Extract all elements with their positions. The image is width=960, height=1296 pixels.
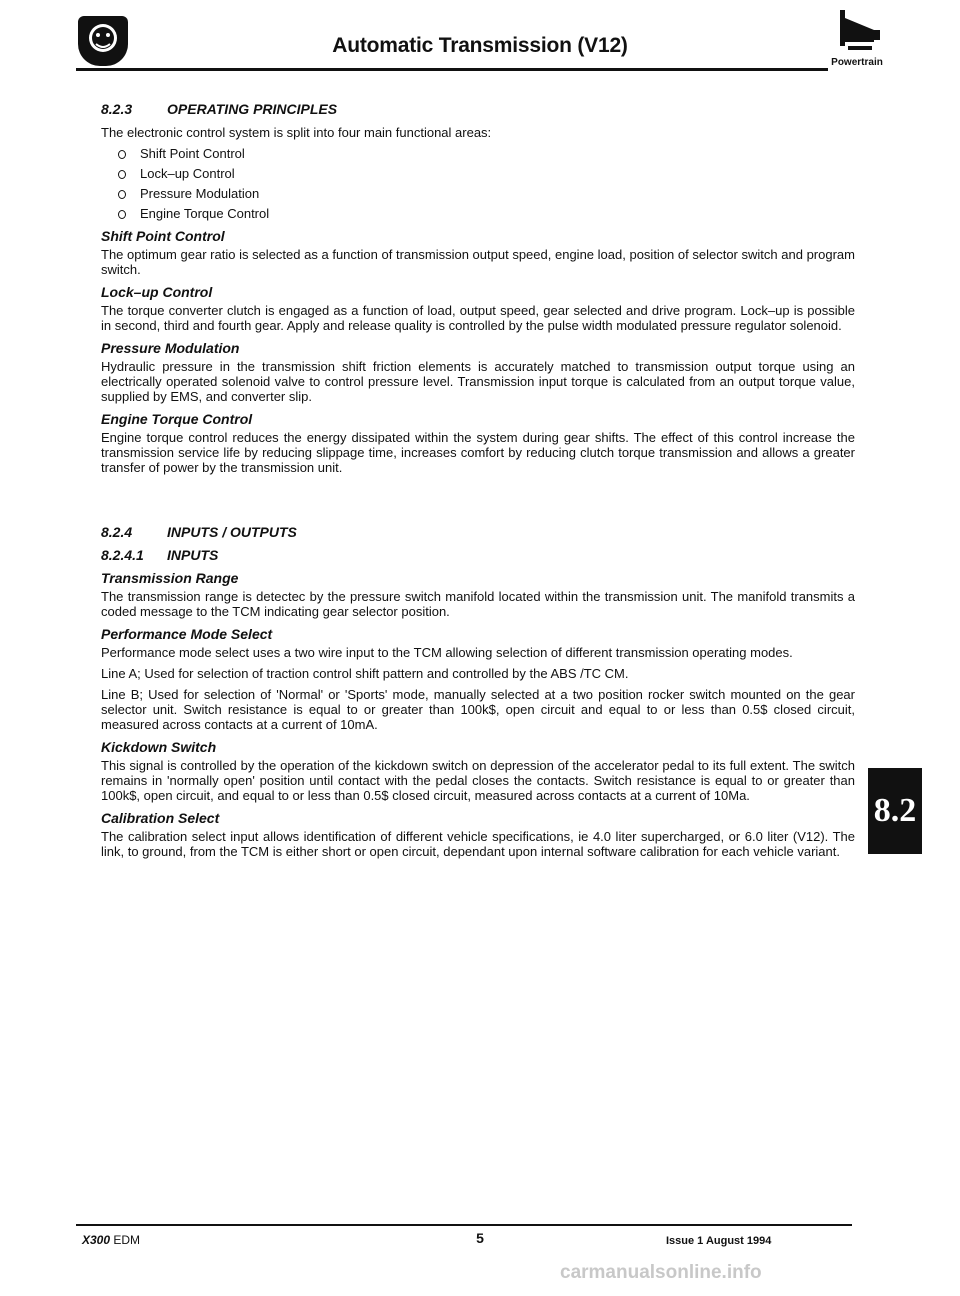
subsection-heading: Engine Torque Control [101, 411, 253, 427]
page-number: 5 [476, 1230, 484, 1246]
paragraph: This signal is controlled by the operation of the kickdown switch on depression of the accelerator pedal to its full extent. The switch remains in 'normally open' position until contact with the pedal closes the contacts. Switch resistance is equal to or greater than 100k$, open circuit, and equal to or less than 0.5$ closed circuit, measured across contacts at a current of 10Ma. [101, 758, 855, 803]
functional-areas-list [118, 146, 855, 221]
list-item: Pressure Modulation [118, 186, 855, 201]
watermark: carmanualsonline.info [560, 1262, 762, 1283]
bullet-icon [118, 170, 126, 179]
bullet-icon [118, 190, 126, 199]
subsection-heading: Pressure Modulation [101, 340, 240, 356]
list-item: Lock–up Control [118, 166, 855, 181]
section-title: OPERATING PRINCIPLES [167, 101, 338, 117]
list-item: Engine Torque Control [118, 206, 855, 221]
section-spacer [101, 481, 855, 525]
powertrain-icon [838, 8, 882, 54]
section-number: 8.2.3 [101, 101, 133, 117]
paragraph: Hydraulic pressure in the transmission shift friction elements is accurately matched to transmission output torque using an electrically operated solenoid valve to control pressure level. Transmission input torque is calculated from an output torque value, supplied by EMS, and converter slip. [101, 359, 855, 404]
subsection-heading: Shift Point Control [101, 228, 225, 244]
category-label: Powertrain [831, 57, 883, 68]
subsection-heading: Kickdown Switch [101, 739, 217, 755]
subsection-heading: Lock–up Control [101, 284, 213, 300]
section-heading [101, 525, 855, 540]
intro-text: The electronic control system is split into four main functional areas: [101, 125, 492, 140]
subsection-heading: Calibration Select [101, 810, 220, 826]
subsection-heading: Transmission Range [101, 570, 239, 586]
footer-issue: Issue 1 August 1994 [666, 1235, 772, 1247]
header-rule [76, 68, 828, 71]
paragraph: The torque converter clutch is engaged as a function of load, output speed, gear selected and drive program. Lock–up is possible in second, third and fourth gear. Apply and release quality is controlled by the pulse width modulated pressure regulator solenoid. [101, 303, 855, 333]
paragraph: Line A; Used for selection of traction control shift pattern and controlled by the ABS /TC CM. [101, 666, 629, 681]
section-number: 8.2.4.1 [101, 547, 144, 563]
paragraph: Line B; Used for selection of 'Normal' or 'Sports' mode, manually selected at a two position rocker switch mounted on the gear selector unit. Switch resistance is equal to or greater than 100k$, open circuit and equal to or less than 0.5$ closed circuit, measured across contacts at a current of 10mA. [101, 687, 855, 732]
section-title: INPUTS [167, 547, 219, 563]
section-heading [101, 102, 855, 117]
footer-doc-code: X300 EDM [82, 1233, 141, 1247]
paragraph: Engine torque control reduces the energy dissipated within the system during gear shifts. The effect of this control increase the transmission service life by reducing slippage time, increases comfort by reducing clutch torque transmission and allows a greater transfer of power by the transmission unit. [101, 430, 855, 475]
bullet-icon [118, 150, 126, 159]
footer-rule [76, 1224, 852, 1226]
paragraph: The transmission range is detectec by the pressure switch manifold located within the transmission unit. The manifold transmits a coded message to the TCM indicating gear selector position. [101, 589, 855, 619]
section-number: 8.2.4 [101, 524, 133, 540]
paragraph: The calibration select input allows identification of different vehicle specifications, ie 4.0 liter supercharged, or 6.0 liter (V12). The link, to ground, from the TCM is either short or open circuit, dependant upon internal software calibration for each vehicle variant. [101, 829, 855, 859]
paragraph: The optimum gear ratio is selected as a function of transmission output speed, engine load, position of selector switch and program switch. [101, 247, 855, 277]
list-item: Shift Point Control [118, 146, 855, 161]
subsection-heading: Performance Mode Select [101, 626, 273, 642]
section-tab: 8.2 [868, 768, 922, 854]
section-heading [101, 548, 855, 563]
page-content [101, 102, 855, 865]
page-title: Automatic Transmission (V12) [332, 34, 628, 57]
bullet-icon [118, 210, 126, 219]
paragraph: Performance mode select uses a two wire input to the TCM allowing selection of different transmission operating modes. [101, 645, 793, 660]
section-title: INPUTS / OUTPUTS [167, 524, 297, 540]
